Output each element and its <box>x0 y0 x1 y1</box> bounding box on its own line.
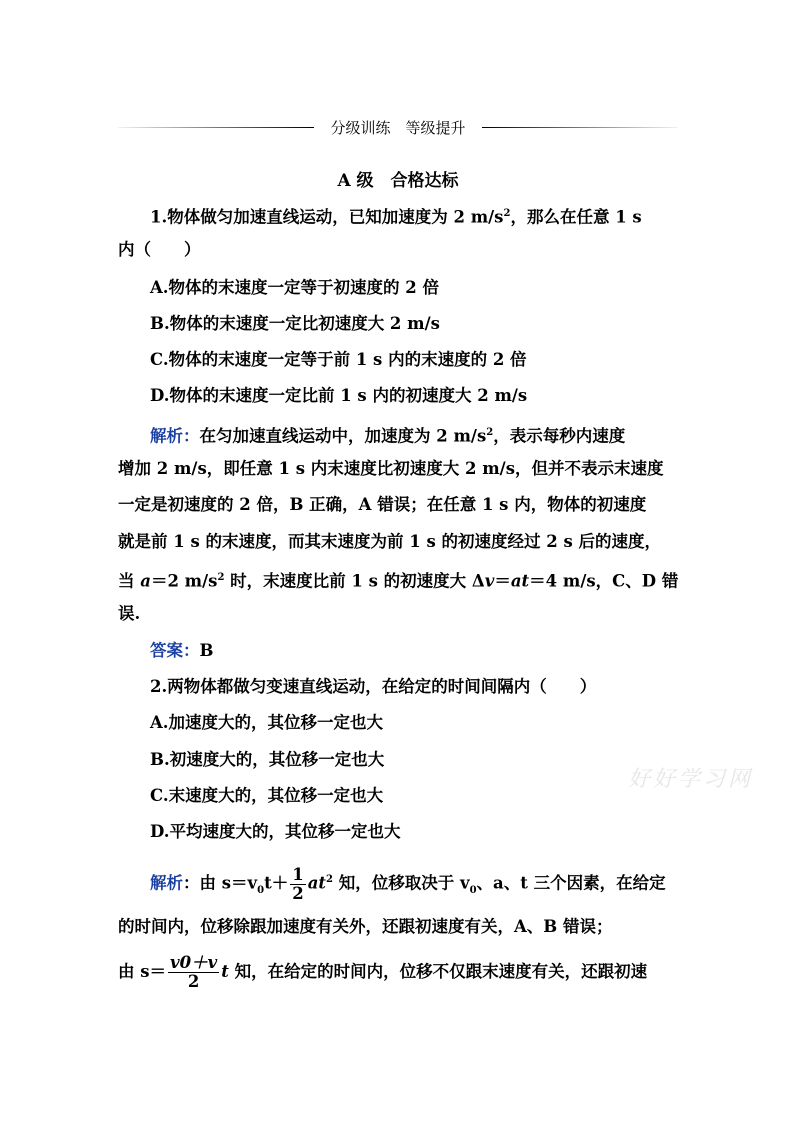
q1-a5-pre: 当 <box>118 571 141 591</box>
q2-frac1-den: 2 <box>292 883 304 903</box>
q2-frac2-den: 2 <box>187 972 200 991</box>
q1-a5-sup: 2 <box>217 572 225 583</box>
q1-a5-var: a <box>140 571 151 591</box>
q2-a1-t: t＋ <box>264 873 289 893</box>
q1-option-c: C.物体的末速度一定等于前 1 s 内的末速度的 2 倍 <box>150 350 527 369</box>
q2-a1-pre: ：由 s＝v <box>183 873 258 893</box>
q1-answer-label: 答案： <box>150 641 200 660</box>
q2-option-a: A.加速度大的，其位移一定也大 <box>150 713 384 732</box>
q1-analysis-text-b: ，表示每秒内速度 <box>493 426 626 446</box>
q2-a3-pre: 由 s＝ <box>118 962 167 981</box>
q1-analysis-label: 解析： <box>150 426 200 446</box>
q2-fraction-avg <box>168 954 219 991</box>
q1-option-d: D.物体的末速度一定比前 1 s 内的初速度大 2 m/s <box>150 386 528 405</box>
q2-analysis-line2: 的时间内，位移除跟加速度有关外，还跟初速度有关，A、B 错误； <box>118 917 613 936</box>
q1-a5-v: v <box>484 571 495 591</box>
watermark: 好好学习网 <box>628 767 754 792</box>
q1-a5-post: 时，末速度比前 1 s 的初速度大 Δ <box>224 571 485 591</box>
q1-a5-at: at <box>510 571 530 591</box>
q1-answer <box>150 639 718 663</box>
q2-a1-end: 、a、t 三个因素，在给定 <box>476 873 666 893</box>
q1-stem-text: 1.物体做匀加速直线运动，已知加速度为 2 m/s <box>150 207 504 227</box>
q1-a5-end: ＝4 m/s，C、D 错 <box>529 571 679 591</box>
q1-a5-mid: ＝2 m/s <box>150 571 218 591</box>
q2-a1-sub: 0 <box>257 884 265 896</box>
q1-analysis-text: 在匀加速直线运动中，加速度为 2 m/s <box>199 426 487 446</box>
q2-a1-at: at <box>307 873 327 893</box>
header-title: 分级训练 等级提升 <box>330 119 466 137</box>
q1-answer-value: B <box>199 641 214 660</box>
q1-analysis-line3: 一定是初速度的 2 倍，B 正确，A 错误；在任意 1 s 内，物体的初速度 <box>118 495 647 514</box>
q2-option-d: D.平均速度大的，其位移一定也大 <box>150 822 401 841</box>
q1-stem-sup: 2 <box>503 208 511 219</box>
q2-option-b: B.初速度大的，其位移一定也大 <box>150 750 385 769</box>
q1-a5-eq: ＝ <box>494 571 511 591</box>
section-title: A 级 合格达标 <box>337 171 459 191</box>
q1-analysis-line2: 增加 2 m/s，即任意 1 s 内末速度比初速度大 2 m/s，但并不表示末速度 <box>118 459 664 478</box>
q1-stem-text-b: ，那么在任意 1 s <box>510 207 642 227</box>
q2-analysis-line1 <box>150 860 718 911</box>
q1-analysis-line1 <box>150 421 718 449</box>
q2-a1-sup: 2 <box>326 874 333 885</box>
q2-fraction-half <box>290 866 305 903</box>
q2-a1-sub2: 0 <box>469 884 477 896</box>
q1-stem-line1 <box>150 202 718 230</box>
q2-analysis-label: 解析 <box>150 873 183 893</box>
q1-analysis-sup: 2 <box>486 427 494 438</box>
q2-a3-post: 知，在给定的时间内，位移不仅跟末速度有关，还跟初速 <box>228 962 648 981</box>
page-header <box>118 114 678 140</box>
q2-a1-post: 知，位移取决于 v <box>333 873 470 893</box>
q1-analysis-line6: 误. <box>118 604 141 623</box>
q2-analysis-line3 <box>118 952 686 992</box>
q2-frac1-num: 1 <box>292 864 304 884</box>
q2-option-c: C.末速度大的，其位移一定也大 <box>150 786 384 805</box>
header-rule-left <box>118 127 314 128</box>
q1-stem-line2: 内（ ） <box>118 240 201 259</box>
q1-analysis-line5 <box>118 566 686 594</box>
q1-option-b: B.物体的末速度一定比初速度大 2 m/s <box>150 314 440 333</box>
q2-stem: 2.两物体都做匀变速直线运动，在给定的时间间隔内（ ） <box>150 677 597 696</box>
q1-analysis-line4: 就是前 1 s 的末速度，而其末速度为前 1 s 的初速度经过 2 s 后的速度， <box>118 532 662 551</box>
header-rule-right <box>482 127 678 128</box>
q2-a3-t: t <box>221 962 229 981</box>
q2-frac2-num: v0＋v <box>170 953 218 972</box>
q1-option-a: A.物体的末速度一定等于初速度的 2 倍 <box>150 278 440 297</box>
